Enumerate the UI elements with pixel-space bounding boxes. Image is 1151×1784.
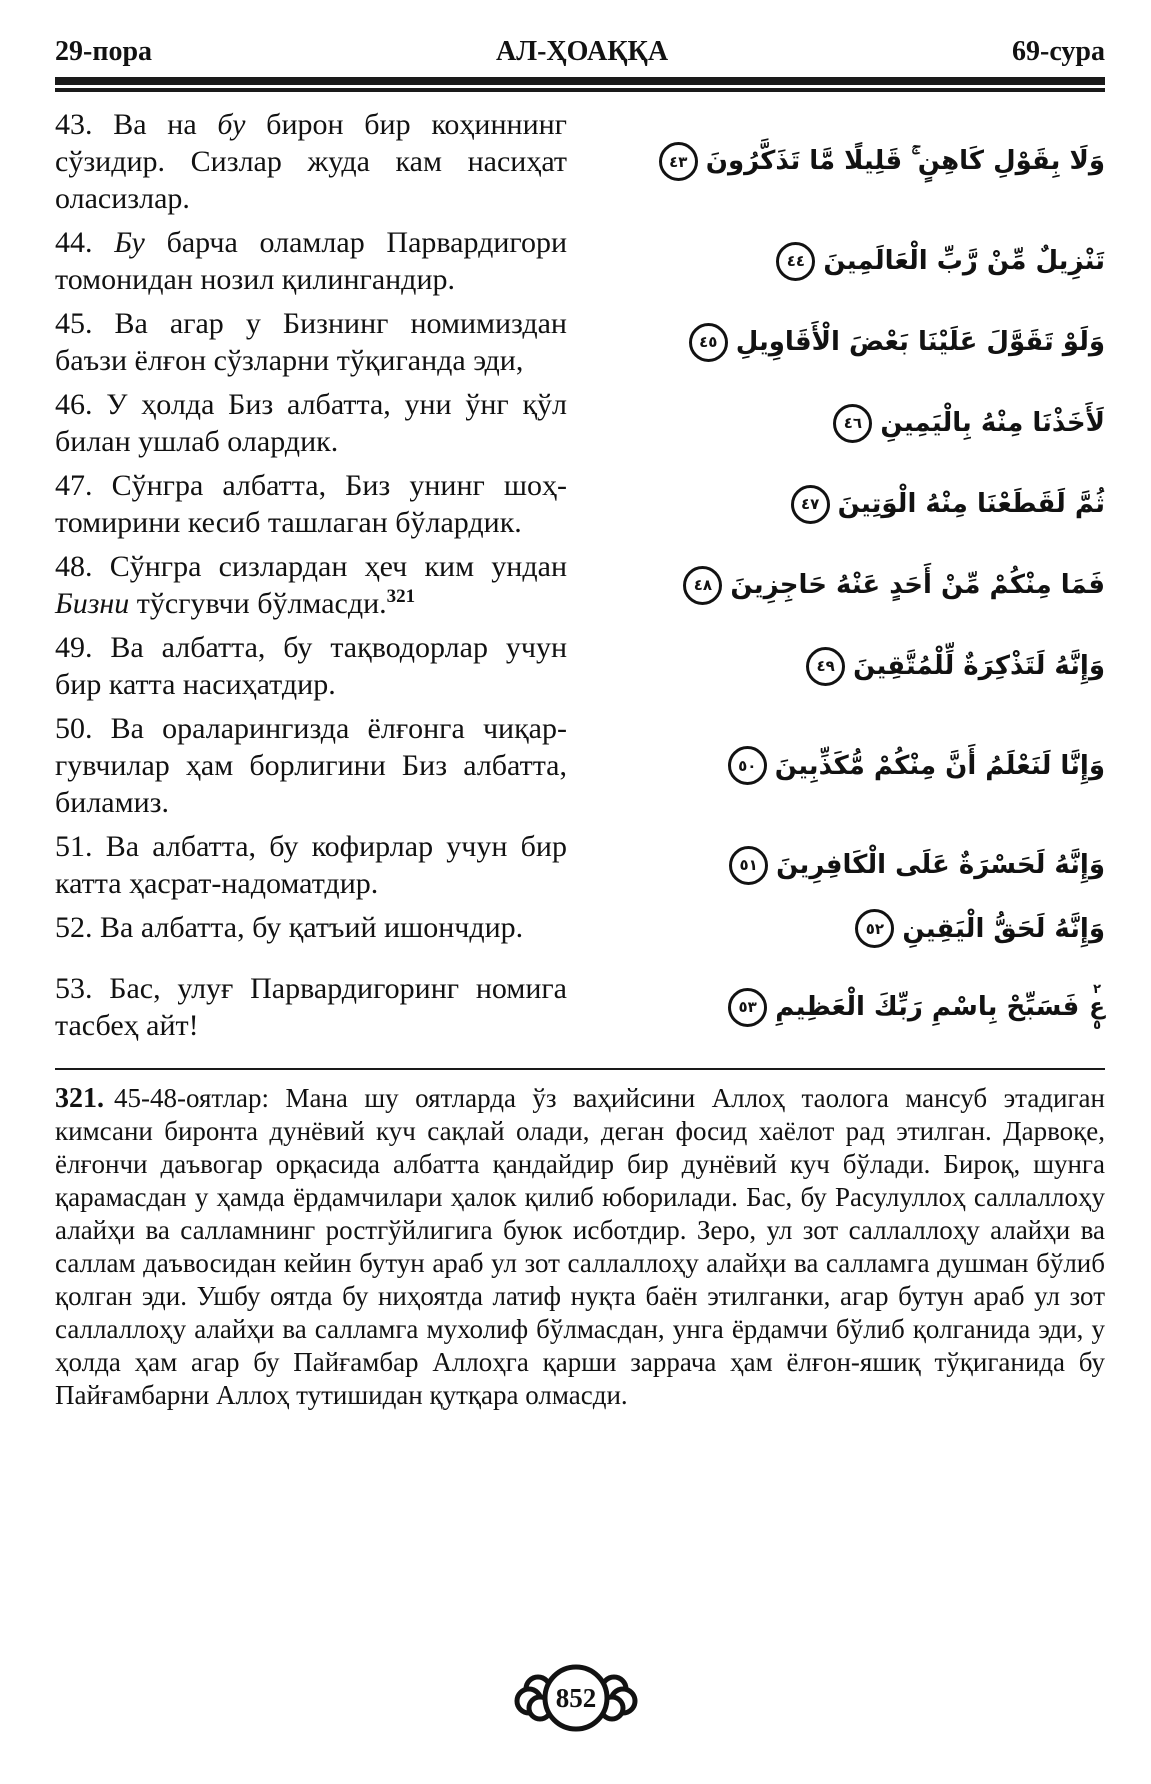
- uzbek-verse-text: 45. Ва агар у Бизнинг номимиздан баъзи ёлғон сўзларни тўқиганда эди,: [55, 307, 567, 377]
- arabic-verse-text: وَلَا بِقَوْلِ كَاهِنٍ ۚ قَلِيلًا مَّا تَذَكَّرُونَ: [705, 146, 1105, 176]
- uzbek-verse-text: 46. У ҳолда Биз албатта, уни ўнг қўл билан ушлаб олардик.: [55, 388, 567, 458]
- footnote: [55, 1082, 1105, 1412]
- verse-row: [55, 386, 1105, 460]
- ayah-number-badge: ٤٩: [806, 647, 845, 686]
- footnote-text: 45-48-оятлар: Мана шу оятларда ўз ваҳийсини Аллоҳ таолога мансуб этадиган кимсани биронта дунёвий куч сақлай олади, деган фосид хаёлот рад этилган. Дарвоқе, ёлғончи даъвогар орқасида албатта қандайдир бир дунёвий куч бўлади. Бироқ, шунга қарамасдан у ҳамда ёрдамчилари ҳалок қилиб юборилади. Бас, бу Расулуллоҳ саллаллоҳу алайҳи ва салламнинг ростгўйлигига буюк исботдир. Зеро, ул зот саллаллоҳу алайҳи ва саллам даъвосидан кейин бутун араб ул зот саллаллоҳу алайҳи ва салламга душман бўлиб қолган эди. Ушбу оятда бу ниҳоятда латиф нуқта баён этилганки, агар бутун араб ул зот саллаллоҳу алайҳи ва салламга мухолиф бўлмасдан, унга ёрдамчи бўлиб қолганида эди, у ҳолда ҳам агар бу Пайғамбар Аллоҳга қарши заррача ҳам ёлғон-яшиқ тўқиганида бу Пайғамбарни Аллоҳ тутишидан қутқара олмасди.: [55, 1083, 1105, 1410]
- ayah-number-badge: ٥٠: [728, 746, 767, 785]
- arabic-verse-text: تَنْزِيلٌ مِّنْ رَّبِّ الْعَالَمِينَ: [823, 246, 1105, 276]
- uzbek-verse-text: 53. Бас, улуғ Парвардигоринг номига тасбеҳ айт!: [55, 972, 567, 1042]
- arabic-verse-text: وَإِنَّهُ لَحَقُّ الْيَقِينِ: [902, 913, 1105, 944]
- verse-row: [55, 909, 1105, 948]
- ayah-number-badge: ٤٣: [659, 142, 698, 181]
- ayah-number-badge: ٤٥: [689, 323, 728, 362]
- verse-row: [55, 970, 1105, 1044]
- arabic-verse: [605, 386, 1105, 460]
- ayah-number-badge: ٥٢: [855, 909, 894, 948]
- arabic-verse: [605, 828, 1105, 902]
- juz-label: 29-пора: [55, 36, 153, 67]
- arabic-verse-text: فَمَا مِنْكُمْ مِّنْ أَحَدٍ عَنْهُ حَاجِزِينَ: [730, 570, 1105, 600]
- uzbek-verse-text: 50. Ва ораларингизда ёлғонга чиқар-гувчилар ҳам борлигини Биз албатта, биламиз.: [55, 712, 567, 819]
- page-header: [55, 36, 1105, 68]
- footnote-number: 321.: [55, 1083, 104, 1114]
- arabic-verse: [605, 467, 1105, 541]
- arabic-verse-text: لَأَخَذْنَا مِنْهُ بِالْيَمِينِ: [880, 408, 1105, 438]
- verse-row: [55, 828, 1105, 902]
- verse-row: [55, 305, 1105, 379]
- arabic-verse-text: وَإِنَّهُ لَحَسْرَةٌ عَلَى الْكَافِرِينَ: [776, 850, 1105, 880]
- ayah-number-badge: ٤٦: [833, 404, 872, 443]
- header-rule-thick: [55, 77, 1105, 85]
- verse-row: [55, 467, 1105, 541]
- header-rule-thin: [55, 88, 1105, 92]
- verse-row: [55, 224, 1105, 298]
- uzbek-verse-text: 49. Ва албатта, бу тақводорлар учун бир катта насиҳатдир.: [55, 631, 567, 701]
- ayah-number-badge: ٥١: [729, 846, 768, 885]
- ayah-number-badge: ٤٤: [776, 242, 815, 281]
- verse-row: [55, 106, 1105, 217]
- page-number: 852: [555, 1683, 596, 1713]
- verse-row: [55, 629, 1105, 703]
- uzbek-verse-text: 48. Сўнгра сизлардан ҳеч ким ундан Бизни тўсгувчи бўлмасди.$^{321}$: [55, 550, 567, 620]
- arabic-verse: [605, 710, 1105, 821]
- verse-row: [55, 710, 1105, 821]
- arabic-verse: [605, 548, 1105, 622]
- surah-number-label: 69-сура: [1012, 36, 1105, 67]
- ayah-number-badge: ٤٨: [683, 566, 722, 605]
- uzbek-verse-text: 43. Ва на бу бирон бир коҳиннинг сўзидир. Сизлар жуда кам насиҳат оласизлар.: [55, 108, 567, 215]
- uzbek-verse-text: 47. Сўнгра албатта, Биз унинг шоҳ-томирини кесиб ташлаган бўлардик.: [55, 469, 567, 539]
- arabic-verse: [605, 106, 1105, 217]
- arabic-verse-text: فَسَبِّحْ بِاسْمِ رَبِّكَ الْعَظِيمِ: [775, 992, 1080, 1022]
- arabic-verse: [605, 970, 1105, 1044]
- uzbek-verse-text: 52. Ва албатта, бу қатъий ишончдир.: [55, 911, 524, 944]
- arabic-verse: [605, 629, 1105, 703]
- arabic-verse: [605, 305, 1105, 379]
- ayah-number-badge: ٥٣: [728, 988, 767, 1027]
- page-number-ornament: [501, 1650, 651, 1751]
- footnote-divider: [55, 1068, 1105, 1070]
- arabic-verse-text: وَإِنَّا لَنَعْلَمُ أَنَّ مِنْكُمْ مُّكَذِّبِينَ: [774, 750, 1105, 781]
- arabic-verse: [605, 224, 1105, 298]
- surah-title: АЛ-ҲОАҚҚА: [496, 36, 669, 67]
- arabic-verse-text: وَلَوْ تَقَوَّلَ عَلَيْنَا بَعْضَ الْأَقَاوِيلِ: [735, 327, 1105, 357]
- cloud-ornament-icon: [501, 1650, 651, 1746]
- verse-list: [55, 106, 1105, 1044]
- arabic-verse-text: ثُمَّ لَقَطَعْنَا مِنْهُ الْوَتِينَ: [837, 489, 1105, 519]
- uzbek-verse-text: 51. Ва албатта, бу кофирлар учун бир катта ҳасрат-надоматдир.: [55, 830, 567, 900]
- arabic-verse-text: وَإِنَّهُ لَتَذْكِرَةٌ لِّلْمُتَّقِينَ: [853, 651, 1105, 681]
- uzbek-verse-text: 44. Бу барча оламлар Парвардигори томонидан нозил қилингандир.: [55, 226, 568, 296]
- arabic-verse: [605, 909, 1105, 948]
- ruku-marker: ٢ ع ٥: [1089, 981, 1105, 1033]
- verse-row: [55, 548, 1105, 622]
- ayah-number-badge: ٤٧: [791, 485, 830, 524]
